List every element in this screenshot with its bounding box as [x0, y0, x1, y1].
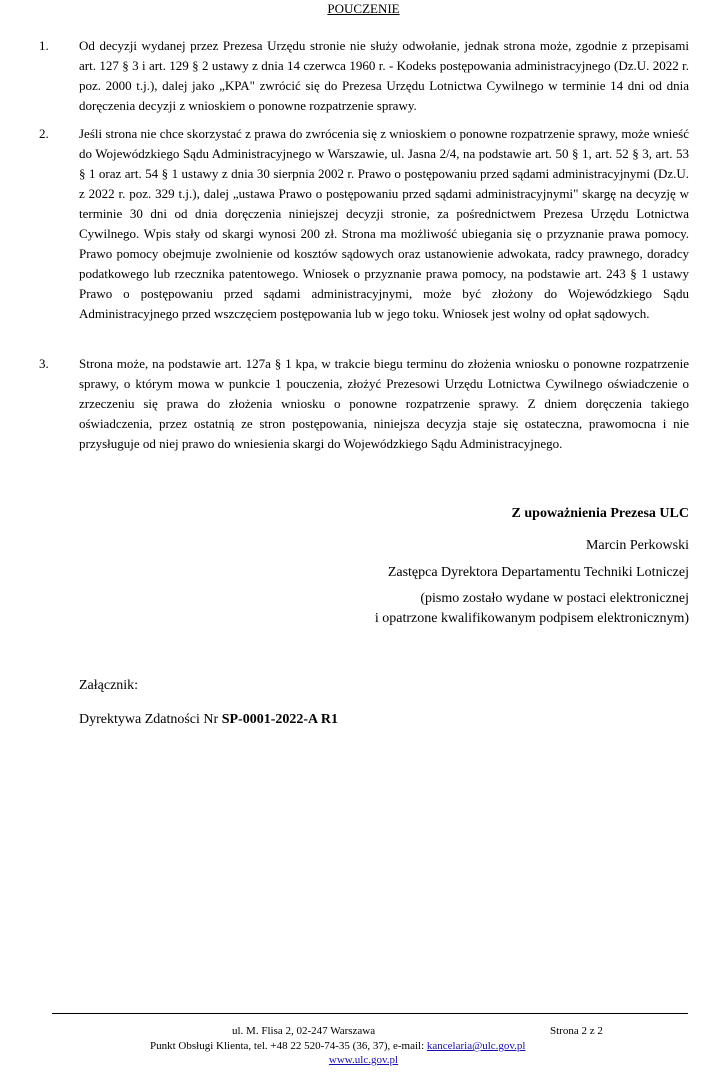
- document-title: POUCZENIE: [327, 1, 400, 16]
- attachment-number: SP-0001-2022-A R1: [221, 712, 338, 727]
- footer-divider: [52, 1013, 688, 1014]
- item-text: Od decyzji wydanej przez Prezesa Urzędu stronie nie służy odwołanie, jednak strona może, zgodnie z przepisami art. 127 § 3 i art. 129 § 2 ustawy z dnia 14 czerwca 1960 r. - Kodeks postępowania administracyjnego (Dz.U. 2022 r. poz. 2000 t.j.), dalej jako „KPA" zwrócić się do Prezesa Urzędu Lotnictwa Cywilnego w terminie 14 dni od dnia doręczenia decyzji z wnioskiem o ponowne rozpatrzenie sprawy.: [79, 38, 689, 113]
- signature-note-line-1: (pismo zostało wydane w postaci elektronicznej: [420, 591, 689, 606]
- attachment-label: Załącznik:: [79, 678, 139, 693]
- attachment-prefix: Dyrektywa Zdatności Nr: [79, 712, 222, 727]
- item-text: Jeśli strona nie chce skorzystać z prawa do zwrócenia się z wnioskiem o ponowne rozpatrzenie sprawy, może wnieść do Wojewódzkiego Sądu Administracyjnego w Warszawie, ul. Jasna 2/4, na podstawie art. 50 § 1, art. 52 § 3, art. 53 § 1 oraz art. 54 § 1 ustawy z dnia 30 sierpnia 2002 r. Prawo o postępowaniu przed sądami administracyjnymi (Dz.U. z 2022 r. poz. 329 t.j.), dalej „ustawa Prawo o postępowaniu przed sądami administracyjnymi" skargę na decyzję w terminie 30 dni od dnia doręczenia niniejszej decyzji stronie, za pośrednictwem Prezesa Urzędu Lotnictwa Cywilnego. Wpis stały od skargi wynosi 200 zł. Strona ma możliwość ubiegania się o przyznanie prawa pomocy. Prawo pomocy obejmuje zwolnienie od kosztów sądowych oraz ustanowienie adwokata, radcy prawnego, doradcy podatkowego lub rzecznika patentowego. Wniosek o przyznanie prawa pomocy, na podstawie art. 243 § 1 ustawy Prawo o postępowaniu przed sądami administracyjnymi, może być złożony do Wojewódzkiego Sądu Administracyjnego przed wszczęciem postępowania lub w jego toku. Wniosek jest wolny od opłat sądowych.: [79, 126, 689, 321]
- page-number: Strona 2 z 2: [550, 1025, 603, 1037]
- item-number: 1.: [39, 38, 49, 53]
- footer-address: ul. M. Flisa 2, 02-247 Warszawa: [232, 1025, 376, 1037]
- item-text: Strona może, na podstawie art. 127a § 1 kpa, w trakcie biegu terminu do złożenia wniosku o ponowne rozpatrzenie sprawy, o którym mowa w punkcie 1 pouczenia, złożyć Prezesowi Urzędu Lotnictwa Cywilnego oświadczenie o zrzeczeniu się prawa do złożenia wniosku o ponowne rozpatrzenie sprawy. Z dniem doręczenia takiego oświadczenia, przez ostatnią ze stron postępowania, niniejsza decyzja staje się ostateczna, prawomocna i nie przysługuje od niej prawo do wniesienia skargi do Wojewódzkiego Sądu Administracyjnego.: [79, 356, 689, 451]
- attachment-item: [79, 711, 338, 729]
- signature-note-line-2: i opatrzone kwalifikowanym podpisem elektronicznym): [374, 611, 689, 626]
- signature-position: Zastępca Dyrektora Departamentu Techniki Lotniczej: [387, 565, 689, 580]
- email-link[interactable]: kancelaria@ulc.gov.pl: [426, 1040, 526, 1052]
- signature-note: [375, 589, 689, 629]
- item-number: 3.: [39, 356, 49, 371]
- item-number: 2.: [39, 126, 49, 141]
- footer-contact-prefix: Punkt Obsługi Klienta, tel. +48 22 520-74-35 (36, 37), e-mail:: [150, 1040, 427, 1052]
- signature-name: Marcin Perkowski: [585, 538, 689, 553]
- footer-contact: [150, 1039, 526, 1053]
- signature-authority: Z upoważnienia Prezesa ULC: [511, 506, 689, 521]
- website-link[interactable]: www.ulc.gov.pl: [328, 1054, 399, 1066]
